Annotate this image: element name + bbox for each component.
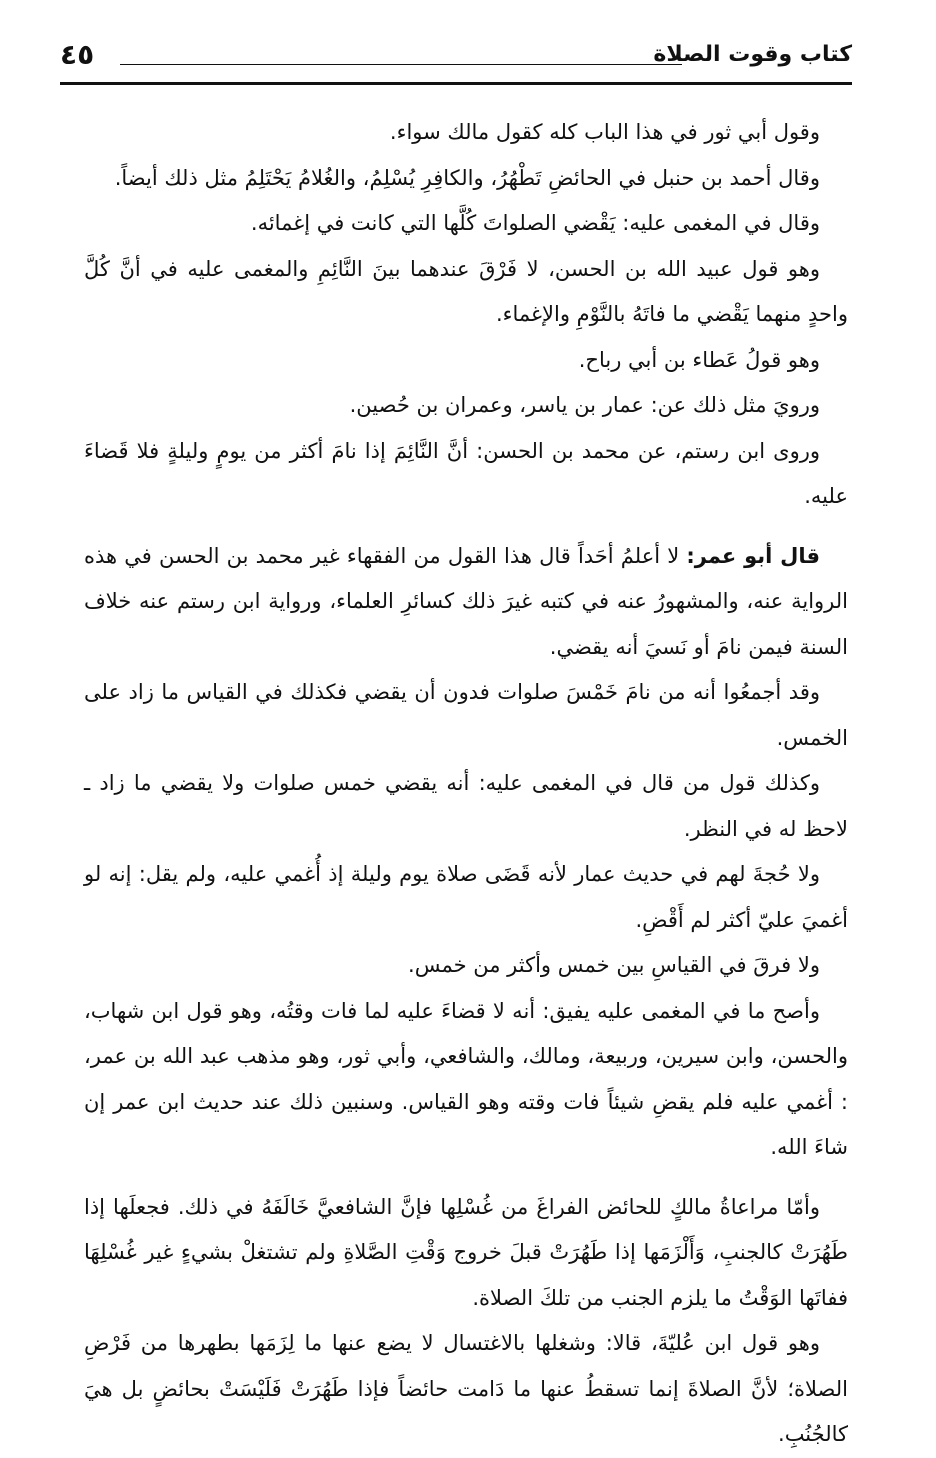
- paragraph: وروى ابن رستم، عن محمد بن الحسن: أنَّ النَّائِمَ إذا نامَ أكثر من يومٍ وليلةٍ فلا قَضاءَ عليه.: [84, 438, 848, 508]
- running-head: [60, 34, 852, 84]
- paragraph: وقال في المغمى عليه: يَقْضي الصلواتَ كُلَّها التي كانت في إغمائه.: [250, 211, 820, 235]
- paragraph: ولا حُجةَ لهم في حديث عمار لأنه قَضَى صلاة يوم وليلة إذ أُغمي عليه، ولم يقل: إنه لو أغميَ عليّ أكثر لم أَقْضِ.: [84, 862, 848, 932]
- paragraph: وقال أحمد بن حنبل في الحائضِ تَطْهُرُ، والكافِرِ يُسْلِمُ، والغُلامُ يَحْتَلِمُ مثل ذلك أيضاً.: [114, 165, 820, 190]
- paragraph: وكذلك قول من قال في المغمى عليه: أنه يقضي خمس صلوات ولا يقضي ما زاد ـ لاحظ له في النظر.: [84, 771, 848, 841]
- running-head-title: كتاب وقوت الصلاة: [653, 42, 852, 67]
- page-number: ٤٥: [60, 38, 95, 71]
- paragraph: وقول أبي ثور في هذا الباب كله كقول مالك سواء.: [389, 120, 820, 144]
- paragraph: ولا فرقَ في القياسِ بين خمس وأكثر من خمس.: [408, 953, 820, 977]
- paragraph: ورويَ مثل ذلك عن: عمار بن ياسر، وعمران بن حُصين.: [349, 393, 820, 417]
- paragraph: وأمّا مراعاةُ مالكٍ للحائض الفراغَ من غُسْلِها فإنَّ الشافعيَّ خَالَفَهُ في ذلك. فجعلَها إذا طَهُرَتْ كالجنبِ، وَأَلْزَمَها إذا طَهُرَتْ قبلَ خروج وَقْتِ الصَّلاةِ ولم تشتغلْ بشيءٍ غير غُسْلِهَا ففاتَها الوَقْتُ ما يلزم الجنب من تلكَ الصلاة.: [84, 1194, 848, 1310]
- header-rule-thick: [60, 82, 852, 85]
- paragraph: وهو قول عبيد الله بن الحسن، لا فَرْقَ عندهما بينَ النَّائِمِ والمغمى عليه في أنَّ كُلَّ واحدٍ منهما يَقْضي ما فاتَهُ بالنَّوْمِ والإغماء.: [84, 256, 848, 326]
- body-text: [84, 110, 848, 1458]
- paragraph-text: لا أعلمُ أحَداً قال هذا القول من الفقهاء غير محمد بن الحسن في هذه الرواية عنه، والمشهورُ عنه في كتبه غيرَ ذلك كسائرِ العلماء، ورواية ابن رستم عنه خلاف السنة فيمن نامَ أو نَسيَ أنه يقضي.: [84, 543, 848, 659]
- paragraph: وهو قول ابن عُليّةَ، قالا: وشغلها بالاغتسال لا يضع عنها ما لِزَمَها بطهرها من فَرْضِ الصلاة؛ لأنَّ الصلاةَ إنما تسقطُ عنها ما دَامت حائضاً فإذا طَهُرَتْ فَلَيْسَتْ بحائضٍ بل هيَ كالجُنُبِ.: [84, 1331, 848, 1446]
- header-rule-thin: [120, 64, 682, 65]
- speaker-label: قال أبو عمر:: [686, 543, 820, 568]
- paragraph: وأصح ما في المغمى عليه يفيق: أنه لا قضاءَ عليه لما فات وقتُه، وهو قول ابن شهاب، والحسن، وابن سيرين، وربيعة، ومالك، والشافعي، وأبي ثور، وهو مذهب عبد الله بن عمر، : أغمي عليه فلم يقضِ شيئاً فات وقته وهو القياس. وسنبين ذلك عند حديث ابن عمر إن شاءَ الله.: [84, 998, 848, 1159]
- paragraph-quote: [84, 534, 848, 671]
- paragraph: وقد أجمعُوا أنه من نامَ خَمْسَ صلوات فدون أن يقضي فكذلك في القياس ما زاد على الخمس.: [84, 680, 848, 750]
- paragraph: وهو قولُ عَطاء بن أبي رباح.: [578, 347, 820, 372]
